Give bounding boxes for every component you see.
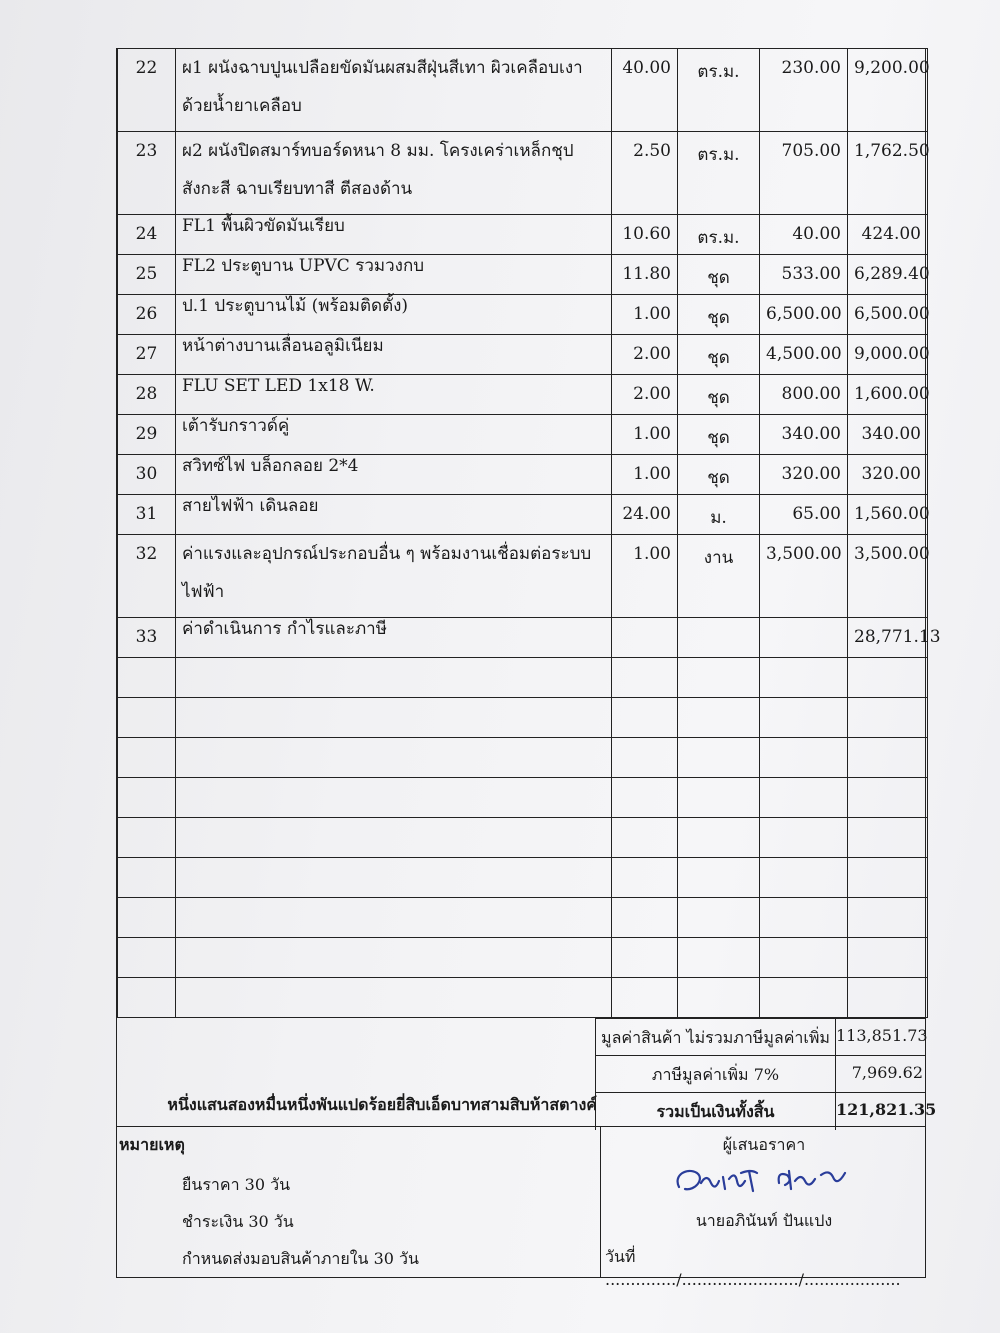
item-description: ค่าดำเนินการ กำไรและภาษี [176, 618, 612, 658]
empty-row [118, 818, 928, 858]
items-table [117, 48, 941, 1018]
empty-row [118, 738, 928, 778]
empty-row [118, 698, 928, 738]
item-quantity: 2.00 [612, 375, 678, 415]
item-number: 30 [118, 455, 176, 495]
item-quantity: 1.00 [612, 295, 678, 335]
empty-cell [118, 978, 176, 1018]
empty-cell [848, 658, 928, 698]
table-row [118, 618, 928, 658]
remark-line: ชำระเงิน 30 วัน [182, 1212, 294, 1231]
empty-cell [678, 858, 760, 898]
empty-cell [118, 658, 176, 698]
vat-label: ภาษีมูลค่าเพิ่ม 7% [595, 1056, 835, 1093]
item-total: 6,289.40 [848, 255, 928, 295]
item-total: 1,560.00 [848, 495, 928, 535]
vat-value: 7,969.62 [835, 1056, 925, 1093]
quotation-sheet [116, 48, 941, 1289]
subtotal-value: 113,851.73 [835, 1019, 925, 1056]
item-unit-price: 65.00 [760, 495, 848, 535]
item-quantity: 24.00 [612, 495, 678, 535]
table-row [118, 215, 928, 255]
item-unit-price: 800.00 [760, 375, 848, 415]
empty-cell [118, 938, 176, 978]
item-number: 27 [118, 335, 176, 375]
item-total: 424.00 [848, 215, 928, 255]
table-row [118, 375, 928, 415]
item-unit-price [760, 618, 848, 658]
empty-cell [176, 858, 612, 898]
empty-cell [612, 858, 678, 898]
item-quantity: 10.60 [612, 215, 678, 255]
empty-cell [118, 738, 176, 778]
empty-cell [678, 978, 760, 1018]
item-description: FLU SET LED 1x18 W. [176, 375, 612, 415]
empty-cell [612, 978, 678, 1018]
grand-total-row [595, 1092, 937, 1130]
empty-row [118, 898, 928, 938]
empty-cell [848, 978, 928, 1018]
empty-cell [848, 938, 928, 978]
item-number: 28 [118, 375, 176, 415]
empty-cell [612, 698, 678, 738]
grand-total-value: 121,821.35 [835, 1093, 925, 1130]
item-quantity [612, 618, 678, 658]
grand-total-label: รวมเป็นเงินทั้งสิ้น [595, 1093, 835, 1130]
item-description: ค่าแรงและอุปกรณ์ประกอบอื่น ๆ พร้อมงานเชื่อมต่อระบบไฟฟ้า [176, 535, 612, 618]
item-description: เต้ารับกราวด์คู่ [176, 415, 612, 455]
item-unit: ชุด [678, 295, 760, 335]
signature-date: วันที่ ............../......................./................... [605, 1247, 901, 1289]
item-unit: ชุด [678, 335, 760, 375]
empty-cell [678, 658, 760, 698]
empty-cell [118, 818, 176, 858]
empty-cell [678, 778, 760, 818]
item-unit-price: 3,500.00 [760, 535, 848, 618]
signer-name: นายอภินันท์ ปันแปง [695, 1211, 833, 1230]
empty-cell [848, 818, 928, 858]
empty-cell [118, 778, 176, 818]
item-unit: ชุด [678, 255, 760, 295]
empty-row [118, 778, 928, 818]
table-row [118, 535, 928, 618]
empty-cell [612, 818, 678, 858]
subtotal-row [595, 1018, 928, 1056]
empty-cell [848, 858, 928, 898]
empty-row [118, 938, 928, 978]
item-number: 29 [118, 415, 176, 455]
table-row [118, 495, 928, 535]
item-total: 340.00 [848, 415, 928, 455]
empty-cell [678, 898, 760, 938]
remark-line: กำหนดส่งมอบสินค้าภายใน 30 วัน [182, 1249, 419, 1268]
empty-cell [612, 938, 678, 978]
item-unit: ม. [678, 495, 760, 535]
amount-in-words: หนึ่งแสนสองหมื่นหนึ่งพันแปดร้อยยี่สิบเอ็ดบาทสามสิบห้าสตางค์ [167, 1095, 597, 1114]
empty-cell [848, 898, 928, 938]
item-description: หน้าต่างบานเลื่อนอลูมิเนียม [176, 335, 612, 375]
empty-cell [612, 658, 678, 698]
item-unit-price: 533.00 [760, 255, 848, 295]
empty-cell [760, 858, 848, 898]
empty-cell [848, 778, 928, 818]
item-unit-price: 40.00 [760, 215, 848, 255]
empty-cell [176, 778, 612, 818]
table-row [118, 455, 928, 495]
item-unit: ตร.ม. [678, 132, 760, 215]
table-row [118, 132, 928, 215]
item-total: 9,200.00 [848, 49, 928, 132]
empty-cell [760, 978, 848, 1018]
item-unit [678, 618, 760, 658]
item-unit-price: 6,500.00 [760, 295, 848, 335]
empty-cell [760, 818, 848, 858]
empty-cell [760, 658, 848, 698]
remarks-title: หมายเหตุ [119, 1135, 185, 1154]
item-total: 9,000.00 [848, 335, 928, 375]
remark-line: ยืนราคา 30 วัน [182, 1175, 291, 1194]
empty-cell [678, 818, 760, 858]
item-total: 3,500.00 [848, 535, 928, 618]
item-number: 24 [118, 215, 176, 255]
item-quantity: 2.00 [612, 335, 678, 375]
empty-row [118, 858, 928, 898]
item-unit: ชุด [678, 415, 760, 455]
empty-cell [760, 898, 848, 938]
item-quantity: 11.80 [612, 255, 678, 295]
item-unit-price: 4,500.00 [760, 335, 848, 375]
empty-cell [848, 698, 928, 738]
item-description: ป.1 ประตูบานไม้ (พร้อมติดตั้ง) [176, 295, 612, 335]
item-unit: ชุด [678, 455, 760, 495]
item-unit-price: 705.00 [760, 132, 848, 215]
empty-cell [176, 818, 612, 858]
item-number: 23 [118, 132, 176, 215]
item-unit: ตร.ม. [678, 215, 760, 255]
empty-cell [678, 698, 760, 738]
table-row [118, 295, 928, 335]
item-number: 32 [118, 535, 176, 618]
item-number: 22 [118, 49, 176, 132]
empty-cell [760, 938, 848, 978]
item-description: สายไฟฟ้า เดินลอย [176, 495, 612, 535]
item-quantity: 40.00 [612, 49, 678, 132]
item-unit-price: 320.00 [760, 455, 848, 495]
item-total: 28,771.13 [848, 618, 928, 658]
remarks-block [117, 1127, 601, 1278]
empty-cell [678, 738, 760, 778]
handwritten-signature [671, 1157, 871, 1205]
item-unit-price: 230.00 [760, 49, 848, 132]
item-description: ผ2 ผนังปิดสมาร์ทบอร์ดหนา 8 มม. โครงเคร่าเหล็กชุปสังกะสี ฉาบเรียบทาสี ตีสองด้าน [176, 132, 612, 215]
signature-title: ผู้เสนอราคา [722, 1135, 806, 1154]
item-total: 1,762.50 [848, 132, 928, 215]
empty-cell [612, 898, 678, 938]
table-row [118, 255, 928, 295]
empty-cell [678, 938, 760, 978]
item-unit: ชุด [678, 375, 760, 415]
item-quantity: 2.50 [612, 132, 678, 215]
empty-cell [118, 698, 176, 738]
item-total: 320.00 [848, 455, 928, 495]
item-description: สวิทซ์ไฟ บล็อกลอย 2*4 [176, 455, 612, 495]
vat-row [595, 1055, 925, 1093]
item-unit: งาน [678, 535, 760, 618]
footer [117, 1126, 925, 1289]
item-total: 1,600.00 [848, 375, 928, 415]
item-number: 31 [118, 495, 176, 535]
item-description: FL2 ประตูบาน UPVC รวมวงกบ [176, 255, 612, 295]
empty-cell [176, 898, 612, 938]
table-row [118, 335, 928, 375]
empty-cell [760, 738, 848, 778]
empty-cell [176, 658, 612, 698]
subtotal-label: มูลค่าสินค้า ไม่รวมภาษีมูลค่าเพิ่ม [595, 1019, 835, 1056]
item-total: 6,500.00 [848, 295, 928, 335]
signature-block [601, 1127, 927, 1289]
empty-cell [176, 698, 612, 738]
item-description: FL1 พื้นผิวขัดมันเรียบ [176, 215, 612, 255]
empty-cell [612, 738, 678, 778]
empty-cell [176, 938, 612, 978]
item-quantity: 1.00 [612, 535, 678, 618]
empty-cell [760, 698, 848, 738]
table-row [118, 415, 928, 455]
item-unit: ตร.ม. [678, 49, 760, 132]
item-description: ผ1 ผนังฉาบปูนเปลือยขัดมันผสมสีฝุ่นสีเทา ผิวเคลือบเงาด้วยน้ำยาเคลือบ [176, 49, 612, 132]
empty-cell [760, 778, 848, 818]
item-quantity: 1.00 [612, 455, 678, 495]
item-number: 26 [118, 295, 176, 335]
item-unit-price: 340.00 [760, 415, 848, 455]
empty-cell [118, 898, 176, 938]
empty-row [118, 658, 928, 698]
empty-cell [176, 978, 612, 1018]
empty-row [118, 978, 928, 1018]
items-body [118, 49, 941, 1018]
empty-cell [176, 738, 612, 778]
item-number: 25 [118, 255, 176, 295]
table-row [118, 49, 928, 132]
item-number: 33 [118, 618, 176, 658]
item-quantity: 1.00 [612, 415, 678, 455]
empty-cell [612, 778, 678, 818]
empty-cell [118, 858, 176, 898]
empty-cell [848, 738, 928, 778]
